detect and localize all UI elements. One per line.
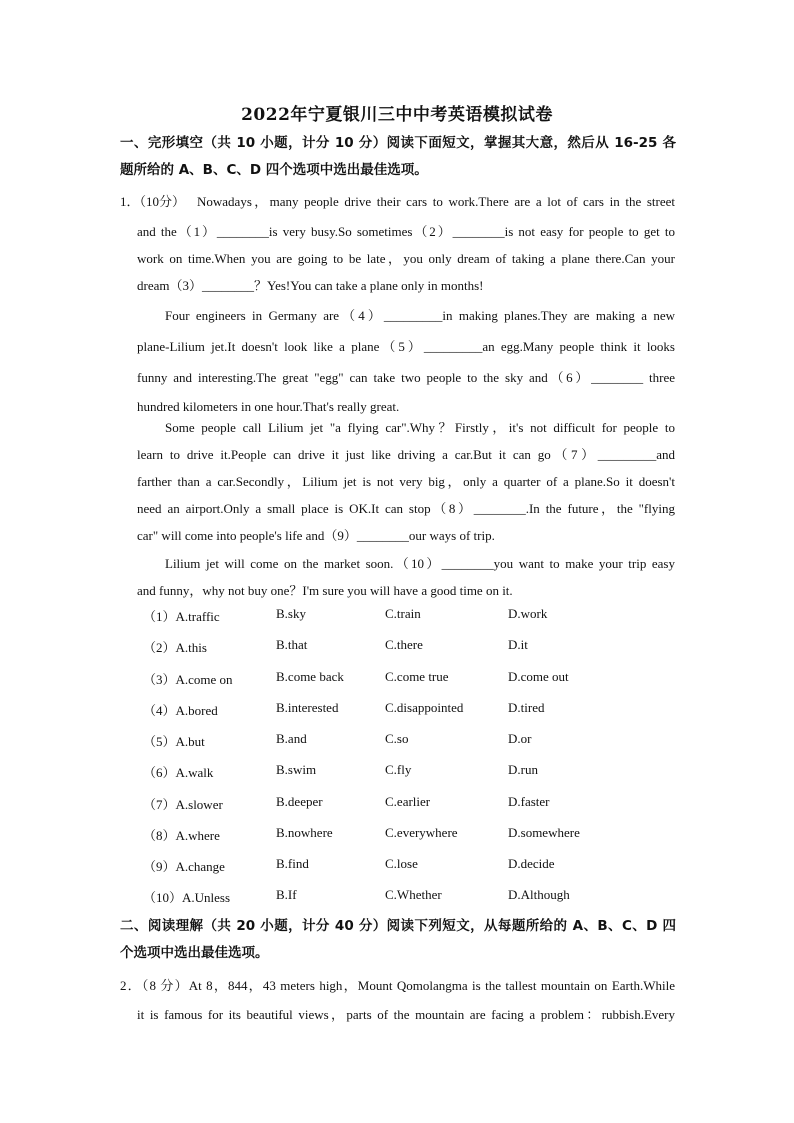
option-d: D.it [508,637,528,652]
question-2 [120,971,675,1029]
option-d: D.come out [508,669,569,684]
option-c: C.lose [385,856,418,871]
option-c: C.disappointed [385,700,464,715]
option-c: C.Whether [385,887,442,902]
option-b: B.and [276,731,307,746]
option-row [143,825,683,845]
option-d: D.somewhere [508,825,580,840]
option-row [143,637,683,657]
option-row [143,700,683,720]
q1-p1-line-4: dream（3）________？Yes!You can take a plane only in months! [137,278,484,293]
option-b: B.that [276,637,308,652]
option-row [143,794,683,814]
q1-p2-line-4: hundred kilometers in one hour.That's really great. [137,399,400,414]
q1-paragraph-3 [137,414,675,549]
option-d: D.run [508,762,538,777]
option-c: C.so [385,731,409,746]
q1-paragraph-1 [137,218,675,299]
section-1-heading-line1: 一、完形填空（共 10 小题，计分 10 分）阅读下面短文，掌握其大意，然后从 16-25 各 [120,135,676,151]
q2-line-2: it is famous for its beautiful views，parts of the mountain are facing a problem：rubbish.Every [137,1007,675,1022]
q1-p3-line-2: learn to drive it.People can drive it just like driving a car.But it can go（7）_________and [137,447,675,462]
option-row [143,606,683,626]
option-a: （10）A.Unless [143,890,231,905]
option-a: （1）A.traffic [143,609,220,624]
q1-p3-line-5: car" will come into people's life and（9）________our ways of trip. [137,528,495,543]
option-c: C.everywhere [385,825,458,840]
option-d: D.Although [508,887,570,902]
option-d: D.tired [508,700,545,715]
option-b: B.come back [276,669,344,684]
option-d: D.faster [508,794,550,809]
q1-p4-line-1: Lilium jet will come on the market soon.（10）________you want to make your trip easy [165,556,675,571]
option-row [143,887,683,907]
option-c: C.come true [385,669,449,684]
section-2-heading-line2: 个选项中选出最佳选项。 [120,945,269,961]
option-row [143,731,683,751]
q1-p2-line-1: Four engineers in Germany are（4）_________in making planes.They are making a new [165,308,675,323]
q1-p1-line-1: Nowadays，many people drive their cars to work.There are a lot of cars in the street [197,194,675,209]
option-c: C.earlier [385,794,431,809]
q1-p1-line-2: and the（1）________is very busy.So sometimes（2）________is not easy for people to get to [137,224,675,239]
option-row [143,856,683,876]
option-d: D.or [508,731,532,746]
page-title: 2022年宁夏银川三中中考英语模拟试卷 [241,105,553,125]
option-a: （2）A.this [143,640,207,655]
q1-p3-line-4: need an airport.Only a small place is OK.It can stop（8）________.In the future，the "flying [137,501,675,516]
option-a: （8）A.where [143,828,220,843]
option-row [143,669,683,689]
option-a: （5）A.but [143,734,205,749]
option-b: B.deeper [276,794,323,809]
section-1-heading [120,130,676,184]
section-2-heading [120,913,676,967]
q1-p3-line-1: Some people call Lilium jet "a flying car".Why？Firstly，it's not difficult for people to [165,420,675,435]
option-c: C.train [385,606,421,621]
section-1-heading-line2: 题所给的 A、B、C、D 四个选项中选出最佳选项。 [120,162,428,178]
q1-p2-line-3: funny and interesting.The great "egg" can take two people to the sky and（6）________ three [137,370,675,385]
question-1-number: 1．（10分） [120,194,186,209]
q1-p4-line-2: and funny，why not buy one？I'm sure you will have a good time on it. [137,583,513,598]
option-c: C.there [385,637,423,652]
option-b: B.swim [276,762,317,777]
option-a: （6）A.walk [143,765,214,780]
section-2-heading-line1: 二、阅读理解（共 20 小题，计分 40 分）阅读下列短文，从每题所给的 A、B、C、D 四 [120,918,676,934]
option-row [143,762,683,782]
option-b: B.find [276,856,309,871]
q1-p2-line-2: plane-Lilium jet.It doesn't look like a plane（5）_________an egg.Many people think it looks [137,339,675,354]
option-d: D.work [508,606,548,621]
option-d: D.decide [508,856,555,871]
option-a: （9）A.change [143,859,225,874]
option-a: （3）A.come on [143,672,233,687]
option-b: B.nowhere [276,825,333,840]
option-b: B.If [276,887,297,902]
option-b: B.sky [276,606,306,621]
q1-paragraph-4 [137,550,675,604]
option-c: C.fly [385,762,412,777]
q2-line-1: 2．（8 分）At 8，844，43 meters high，Mount Qomolangma is the tallest mountain on Earth.While [120,978,675,993]
q1-p1-line-3: work on time.When you are going to be late，you only dream of taking a plane there.Can your [137,251,675,266]
option-a: （4）A.bored [143,703,218,718]
q1-p3-line-3: farther than a car.Secondly，Lilium jet is not very big，only a quarter of a plane.So it doesn't [137,474,675,489]
q1-line-1 [197,191,675,210]
q1-paragraph-2 [137,300,675,420]
option-b: B.interested [276,700,339,715]
option-a: （7）A.slower [143,797,223,812]
